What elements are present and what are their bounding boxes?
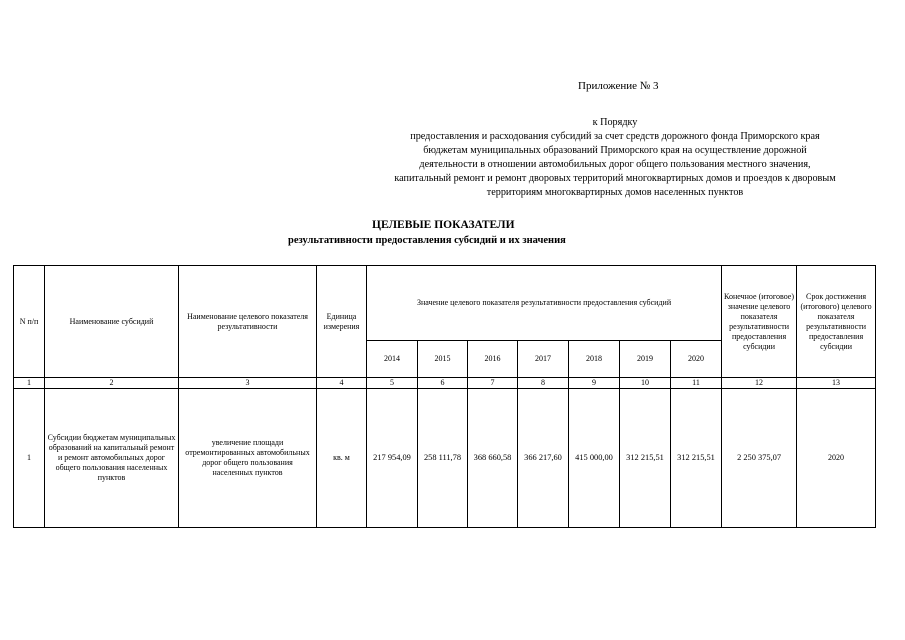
row-unit: кв. м [317, 389, 367, 528]
header-final-value: Конечное (итоговое) значение целевого показателя результативности предоставления субсидии [722, 266, 797, 378]
column-number: 7 [468, 378, 518, 389]
column-number: 6 [418, 378, 468, 389]
row-value-2019: 312 215,51 [620, 389, 671, 528]
document-subtitle: результативности предоставления субсидий и их значения [288, 235, 566, 246]
order-line: предоставления и расходования субсидий за счет средств дорожного фонда Приморского края [410, 131, 820, 142]
table-row [14, 389, 876, 528]
order-line: к Порядку [592, 117, 638, 128]
row-value-2017: 366 217,60 [518, 389, 569, 528]
year-header: 2016 [468, 341, 518, 378]
year-header: 2018 [569, 341, 620, 378]
header-num: N п/п [14, 266, 45, 378]
column-number: 5 [367, 378, 418, 389]
indicators-table [13, 265, 876, 528]
header-values-group: Значение целевого показателя результативности предоставления субсидий [367, 266, 722, 341]
year-header: 2015 [418, 341, 468, 378]
order-line: бюджетам муниципальных образований Приморского края на осуществление дорожной [423, 145, 807, 156]
row-num: 1 [14, 389, 45, 528]
document-title: ЦЕЛЕВЫЕ ПОКАЗАТЕЛИ [372, 219, 515, 231]
header-deadline: Срок достижения (итогового) целевого показателя результативности предоставления субсидии [797, 266, 876, 378]
header-indicator-name: Наименование целевого показателя результативности [179, 266, 317, 378]
row-indicator: увеличение площади отремонтированных автомобильных дорог общего пользования населенных пунктов [179, 389, 317, 528]
row-subsidy: Субсидии бюджетам муниципальных образований на капитальный ремонт и ремонт автомобильных дорог общего пользования населенных пунктов [45, 389, 179, 528]
column-number: 4 [317, 378, 367, 389]
order-line: деятельности в отношении автомобильных дорог общего пользования местного значения, [419, 159, 811, 170]
column-number: 8 [518, 378, 569, 389]
row-value-2018: 415 000,00 [569, 389, 620, 528]
row-value-2014: 217 954,09 [367, 389, 418, 528]
column-number: 13 [797, 378, 876, 389]
order-reference [345, 116, 885, 200]
row-final-value: 2 250 375,07 [722, 389, 797, 528]
column-number: 3 [179, 378, 317, 389]
column-numbers-row [14, 378, 876, 389]
column-number: 9 [569, 378, 620, 389]
year-header: 2017 [518, 341, 569, 378]
year-header: 2020 [671, 341, 722, 378]
header-row [14, 266, 876, 341]
row-value-2015: 258 111,78 [418, 389, 468, 528]
header-subsidy-name: Наименование субсидий [45, 266, 179, 378]
appendix-number: Приложение № 3 [578, 80, 659, 92]
column-number: 10 [620, 378, 671, 389]
year-header: 2014 [367, 341, 418, 378]
header-unit: Единица измерения [317, 266, 367, 378]
column-number: 11 [671, 378, 722, 389]
order-line: территориям многоквартирных домов населенных пунктов [486, 187, 744, 198]
column-number: 1 [14, 378, 45, 389]
row-value-2020: 312 215,51 [671, 389, 722, 528]
column-number: 2 [45, 378, 179, 389]
column-number: 12 [722, 378, 797, 389]
year-header: 2019 [620, 341, 671, 378]
order-line: капитальный ремонт и ремонт дворовых территорий многоквартирных домов и проездов к дворовым [394, 173, 836, 184]
row-value-2016: 368 660,58 [468, 389, 518, 528]
row-deadline: 2020 [797, 389, 876, 528]
